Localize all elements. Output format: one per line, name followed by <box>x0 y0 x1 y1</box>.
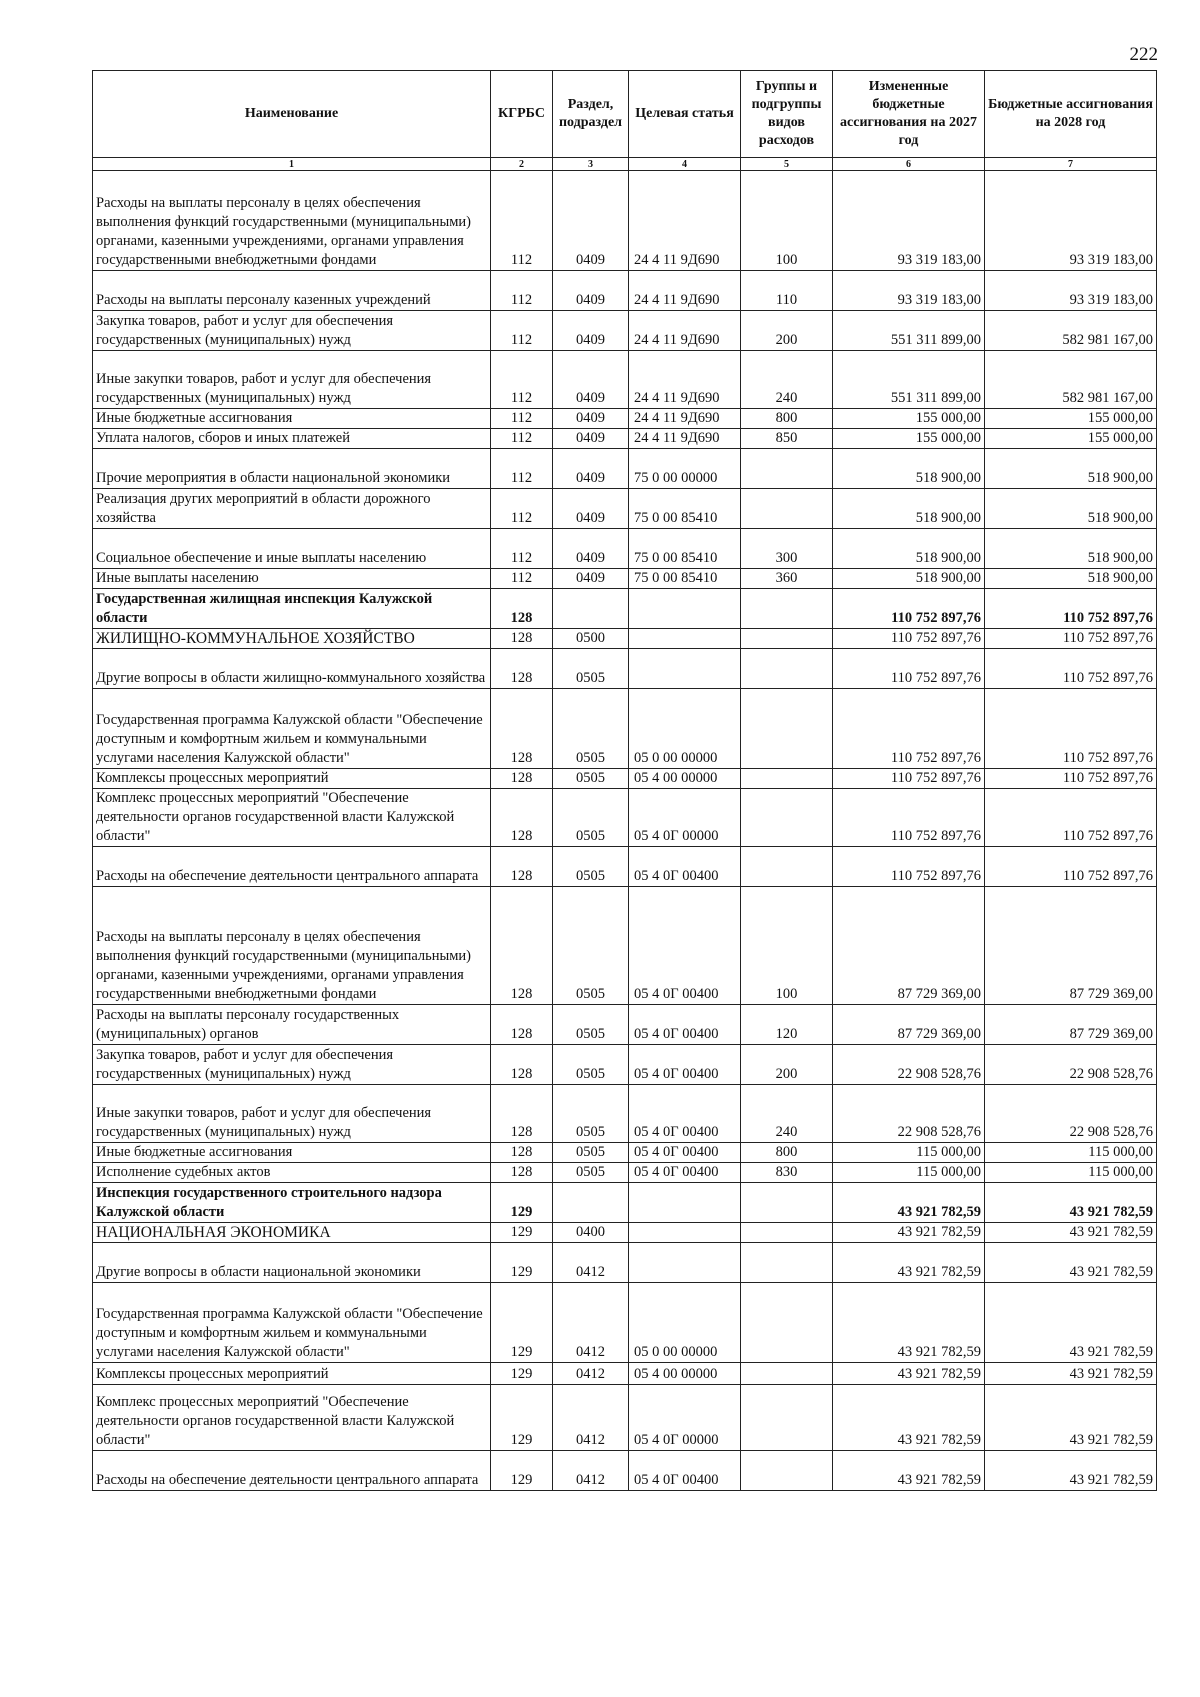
row-amount-2027: 551 311 899,00 <box>833 311 985 351</box>
budget-table <box>92 70 1157 1491</box>
table-row <box>93 429 1157 449</box>
row-type <box>741 489 833 529</box>
row-kgrbs: 128 <box>491 649 553 689</box>
row-kgrbs: 112 <box>491 271 553 311</box>
row-article: 24 4 11 9Д690 <box>629 409 741 429</box>
row-article: 05 4 0Г 00000 <box>629 789 741 847</box>
row-amount-2028: 87 729 369,00 <box>985 887 1157 1005</box>
row-article: 05 4 0Г 00400 <box>629 1163 741 1183</box>
row-article <box>629 649 741 689</box>
row-type: 800 <box>741 1143 833 1163</box>
row-amount-2028: 43 921 782,59 <box>985 1451 1157 1491</box>
row-section: 0505 <box>553 789 629 847</box>
row-section: 0412 <box>553 1363 629 1385</box>
row-type <box>741 1243 833 1283</box>
col-index-4: 4 <box>629 158 741 171</box>
row-section: 0500 <box>553 629 629 649</box>
row-amount-2027: 93 319 183,00 <box>833 271 985 311</box>
table-row <box>93 629 1157 649</box>
row-amount-2028: 582 981 167,00 <box>985 311 1157 351</box>
row-amount-2028: 582 981 167,00 <box>985 351 1157 409</box>
row-name: Иные закупки товаров, работ и услуг для обеспечения государственных (муниципальных) нужд <box>93 351 491 409</box>
row-article: 05 4 0Г 00000 <box>629 1385 741 1451</box>
row-type <box>741 789 833 847</box>
table-row <box>93 847 1157 887</box>
row-kgrbs: 128 <box>491 1163 553 1183</box>
row-article: 24 4 11 9Д690 <box>629 311 741 351</box>
row-section: 0505 <box>553 649 629 689</box>
row-article: 75 0 00 85410 <box>629 569 741 589</box>
row-kgrbs: 128 <box>491 1045 553 1085</box>
row-article <box>629 589 741 629</box>
row-name: Комплекс процессных мероприятий "Обеспечение деятельности органов государственной власти Калужской области" <box>93 789 491 847</box>
row-amount-2028: 43 921 782,59 <box>985 1385 1157 1451</box>
row-kgrbs: 112 <box>491 569 553 589</box>
table-row <box>93 1283 1157 1363</box>
table-row <box>93 1243 1157 1283</box>
row-amount-2028: 43 921 782,59 <box>985 1283 1157 1363</box>
row-section: 0412 <box>553 1283 629 1363</box>
row-name: Другие вопросы в области национальной экономики <box>93 1243 491 1283</box>
row-name: Иные выплаты населению <box>93 569 491 589</box>
header-2027: Измененные бюджетные ассигнования на 2027 год <box>833 71 985 158</box>
row-article: 75 0 00 85410 <box>629 489 741 529</box>
col-index-1: 1 <box>93 158 491 171</box>
row-section <box>553 589 629 629</box>
row-amount-2027: 22 908 528,76 <box>833 1045 985 1085</box>
row-section: 0412 <box>553 1243 629 1283</box>
row-type <box>741 449 833 489</box>
row-kgrbs: 128 <box>491 789 553 847</box>
row-article <box>629 1183 741 1223</box>
row-amount-2027: 110 752 897,76 <box>833 789 985 847</box>
row-amount-2028: 93 319 183,00 <box>985 271 1157 311</box>
row-section: 0409 <box>553 351 629 409</box>
row-type <box>741 847 833 887</box>
row-type: 100 <box>741 887 833 1005</box>
row-type: 110 <box>741 271 833 311</box>
row-article: 05 4 0Г 00400 <box>629 1085 741 1143</box>
row-type: 240 <box>741 1085 833 1143</box>
row-type: 830 <box>741 1163 833 1183</box>
row-amount-2027: 518 900,00 <box>833 489 985 529</box>
table-header <box>93 71 1157 171</box>
row-section: 0409 <box>553 489 629 529</box>
row-section: 0409 <box>553 569 629 589</box>
row-type <box>741 769 833 789</box>
row-name: Социальное обеспечение и иные выплаты населению <box>93 529 491 569</box>
row-section: 0505 <box>553 769 629 789</box>
row-article: 05 4 0Г 00400 <box>629 1451 741 1491</box>
row-name: Расходы на выплаты персоналу государственных (муниципальных) органов <box>93 1005 491 1045</box>
header-kgrbs: КГРБС <box>491 71 553 158</box>
row-type <box>741 689 833 769</box>
row-type <box>741 1451 833 1491</box>
row-name: Уплата налогов, сборов и иных платежей <box>93 429 491 449</box>
row-amount-2027: 551 311 899,00 <box>833 351 985 409</box>
row-kgrbs: 128 <box>491 887 553 1005</box>
row-name: Расходы на обеспечение деятельности центрального аппарата <box>93 1451 491 1491</box>
row-amount-2027: 155 000,00 <box>833 429 985 449</box>
row-kgrbs: 112 <box>491 171 553 271</box>
row-amount-2027: 43 921 782,59 <box>833 1385 985 1451</box>
row-amount-2027: 43 921 782,59 <box>833 1243 985 1283</box>
row-amount-2028: 518 900,00 <box>985 449 1157 489</box>
row-amount-2027: 518 900,00 <box>833 449 985 489</box>
row-amount-2028: 43 921 782,59 <box>985 1243 1157 1283</box>
row-article: 24 4 11 9Д690 <box>629 429 741 449</box>
row-type: 300 <box>741 529 833 569</box>
table-row <box>93 529 1157 569</box>
row-article: 05 4 00 00000 <box>629 1363 741 1385</box>
col-index-3: 3 <box>553 158 629 171</box>
row-kgrbs: 128 <box>491 689 553 769</box>
row-name: Реализация других мероприятий в области дорожного хозяйства <box>93 489 491 529</box>
row-name: Государственная программа Калужской области "Обеспечение доступным и комфортным жильем и коммунальными услугами населения Калужской области" <box>93 1283 491 1363</box>
row-name: Комплексы процессных мероприятий <box>93 1363 491 1385</box>
row-name: Расходы на выплаты персоналу казенных учреждений <box>93 271 491 311</box>
row-name: Иные бюджетные ассигнования <box>93 1143 491 1163</box>
row-amount-2028: 110 752 897,76 <box>985 769 1157 789</box>
row-type: 800 <box>741 409 833 429</box>
row-kgrbs: 128 <box>491 1085 553 1143</box>
row-article <box>629 1243 741 1283</box>
row-amount-2028: 518 900,00 <box>985 569 1157 589</box>
table-row <box>93 1451 1157 1491</box>
table-row <box>93 1385 1157 1451</box>
row-amount-2028: 155 000,00 <box>985 409 1157 429</box>
row-section: 0505 <box>553 1045 629 1085</box>
table-row <box>93 1163 1157 1183</box>
table-row <box>93 351 1157 409</box>
row-amount-2027: 155 000,00 <box>833 409 985 429</box>
row-article: 05 4 0Г 00400 <box>629 1143 741 1163</box>
table-row <box>93 489 1157 529</box>
table-row <box>93 1045 1157 1085</box>
row-amount-2028: 93 319 183,00 <box>985 171 1157 271</box>
row-section: 0505 <box>553 1143 629 1163</box>
row-type: 200 <box>741 311 833 351</box>
row-name: Государственная программа Калужской области "Обеспечение доступным и комфортным жильем и коммунальными услугами населения Калужской области" <box>93 689 491 769</box>
row-name: ЖИЛИЩНО-КОММУНАЛЬНОЕ ХОЗЯЙСТВО <box>93 629 491 649</box>
row-amount-2027: 43 921 782,59 <box>833 1363 985 1385</box>
row-article <box>629 1223 741 1243</box>
row-section: 0412 <box>553 1451 629 1491</box>
row-kgrbs: 112 <box>491 311 553 351</box>
row-amount-2027: 87 729 369,00 <box>833 1005 985 1045</box>
row-kgrbs: 129 <box>491 1243 553 1283</box>
row-type <box>741 1223 833 1243</box>
table-row <box>93 171 1157 271</box>
table-row <box>93 1005 1157 1045</box>
row-kgrbs: 129 <box>491 1283 553 1363</box>
table-row <box>93 649 1157 689</box>
row-article: 05 4 0Г 00400 <box>629 887 741 1005</box>
row-name: Исполнение судебных актов <box>93 1163 491 1183</box>
row-amount-2027: 110 752 897,76 <box>833 589 985 629</box>
table-row <box>93 789 1157 847</box>
row-section: 0409 <box>553 449 629 489</box>
row-amount-2028: 110 752 897,76 <box>985 589 1157 629</box>
row-article: 05 4 0Г 00400 <box>629 847 741 887</box>
col-index-5: 5 <box>741 158 833 171</box>
row-amount-2028: 115 000,00 <box>985 1143 1157 1163</box>
row-amount-2028: 518 900,00 <box>985 489 1157 529</box>
row-name: Другие вопросы в области жилищно-коммунального хозяйства <box>93 649 491 689</box>
row-section: 0412 <box>553 1385 629 1451</box>
row-amount-2028: 43 921 782,59 <box>985 1223 1157 1243</box>
table-row <box>93 271 1157 311</box>
row-article: 05 4 00 00000 <box>629 769 741 789</box>
col-index-6: 6 <box>833 158 985 171</box>
row-kgrbs: 112 <box>491 449 553 489</box>
row-kgrbs: 128 <box>491 589 553 629</box>
row-article <box>629 629 741 649</box>
row-section: 0409 <box>553 171 629 271</box>
row-article: 05 0 00 00000 <box>629 689 741 769</box>
table-row <box>93 1363 1157 1385</box>
row-type: 120 <box>741 1005 833 1045</box>
row-type: 850 <box>741 429 833 449</box>
row-amount-2028: 115 000,00 <box>985 1163 1157 1183</box>
table-body <box>93 171 1157 1491</box>
row-amount-2028: 110 752 897,76 <box>985 649 1157 689</box>
row-amount-2027: 87 729 369,00 <box>833 887 985 1005</box>
header-groups: Группы и подгруппы видов расходов <box>741 71 833 158</box>
row-article: 24 4 11 9Д690 <box>629 351 741 409</box>
row-section: 0409 <box>553 409 629 429</box>
row-amount-2027: 110 752 897,76 <box>833 769 985 789</box>
row-type: 100 <box>741 171 833 271</box>
row-section: 0409 <box>553 311 629 351</box>
row-kgrbs: 129 <box>491 1223 553 1243</box>
row-section: 0409 <box>553 429 629 449</box>
row-kgrbs: 128 <box>491 1143 553 1163</box>
row-name: Расходы на выплаты персоналу в целях обеспечения выполнения функций государственными (муниципальными) органами, казенными учреждениями, органами управления государственными внебюджетными фондами <box>93 887 491 1005</box>
row-article: 75 0 00 00000 <box>629 449 741 489</box>
row-amount-2027: 22 908 528,76 <box>833 1085 985 1143</box>
table-row <box>93 887 1157 1005</box>
row-name: Закупка товаров, работ и услуг для обеспечения государственных (муниципальных) нужд <box>93 311 491 351</box>
row-kgrbs: 128 <box>491 847 553 887</box>
row-article: 24 4 11 9Д690 <box>629 271 741 311</box>
row-amount-2028: 110 752 897,76 <box>985 629 1157 649</box>
row-kgrbs: 129 <box>491 1183 553 1223</box>
row-amount-2027: 115 000,00 <box>833 1143 985 1163</box>
row-amount-2028: 22 908 528,76 <box>985 1045 1157 1085</box>
row-name: Расходы на обеспечение деятельности центрального аппарата <box>93 847 491 887</box>
row-section: 0505 <box>553 689 629 769</box>
row-section: 0409 <box>553 271 629 311</box>
row-type <box>741 1283 833 1363</box>
row-type: 360 <box>741 569 833 589</box>
header-article: Целевая статья <box>629 71 741 158</box>
page-number: 222 <box>1129 44 1158 65</box>
row-kgrbs: 129 <box>491 1385 553 1451</box>
table-row <box>93 1085 1157 1143</box>
row-section: 0409 <box>553 529 629 569</box>
row-name: НАЦИОНАЛЬНАЯ ЭКОНОМИКА <box>93 1223 491 1243</box>
row-type <box>741 649 833 689</box>
table-row <box>93 769 1157 789</box>
row-amount-2028: 43 921 782,59 <box>985 1183 1157 1223</box>
row-name: Закупка товаров, работ и услуг для обеспечения государственных (муниципальных) нужд <box>93 1045 491 1085</box>
row-amount-2027: 43 921 782,59 <box>833 1451 985 1491</box>
row-type <box>741 589 833 629</box>
row-amount-2028: 518 900,00 <box>985 529 1157 569</box>
row-type: 240 <box>741 351 833 409</box>
row-section: 0505 <box>553 847 629 887</box>
row-amount-2028: 43 921 782,59 <box>985 1363 1157 1385</box>
row-type: 200 <box>741 1045 833 1085</box>
header-section: Раздел, подраздел <box>553 71 629 158</box>
row-amount-2028: 110 752 897,76 <box>985 689 1157 769</box>
row-amount-2027: 110 752 897,76 <box>833 689 985 769</box>
row-article: 05 4 0Г 00400 <box>629 1005 741 1045</box>
row-name: Прочие мероприятия в области национальной экономики <box>93 449 491 489</box>
row-type <box>741 1385 833 1451</box>
col-index-7: 7 <box>985 158 1157 171</box>
row-amount-2028: 87 729 369,00 <box>985 1005 1157 1045</box>
row-type <box>741 1183 833 1223</box>
row-amount-2028: 155 000,00 <box>985 429 1157 449</box>
row-name: Расходы на выплаты персоналу в целях обеспечения выполнения функций государственными (муниципальными) органами, казенными учреждениями, органами управления государственными внебюджетными фондами <box>93 171 491 271</box>
table-row <box>93 589 1157 629</box>
table-row <box>93 689 1157 769</box>
row-kgrbs: 128 <box>491 629 553 649</box>
row-article: 05 4 0Г 00400 <box>629 1045 741 1085</box>
table-row <box>93 1183 1157 1223</box>
row-kgrbs: 112 <box>491 489 553 529</box>
row-kgrbs: 128 <box>491 769 553 789</box>
row-section: 0400 <box>553 1223 629 1243</box>
row-amount-2028: 110 752 897,76 <box>985 847 1157 887</box>
row-name: Государственная жилищная инспекция Калужской области <box>93 589 491 629</box>
row-kgrbs: 129 <box>491 1363 553 1385</box>
row-section: 0505 <box>553 887 629 1005</box>
row-name: Комплексы процессных мероприятий <box>93 769 491 789</box>
row-section <box>553 1183 629 1223</box>
row-kgrbs: 112 <box>491 529 553 569</box>
table-row <box>93 409 1157 429</box>
row-name: Инспекция государственного строительного надзора Калужской области <box>93 1183 491 1223</box>
row-amount-2027: 93 319 183,00 <box>833 171 985 271</box>
row-article: 75 0 00 85410 <box>629 529 741 569</box>
row-amount-2027: 110 752 897,76 <box>833 649 985 689</box>
row-type <box>741 1363 833 1385</box>
row-section: 0505 <box>553 1005 629 1045</box>
row-amount-2028: 110 752 897,76 <box>985 789 1157 847</box>
row-section: 0505 <box>553 1163 629 1183</box>
col-index-2: 2 <box>491 158 553 171</box>
row-kgrbs: 112 <box>491 351 553 409</box>
row-amount-2027: 43 921 782,59 <box>833 1283 985 1363</box>
row-name: Иные бюджетные ассигнования <box>93 409 491 429</box>
row-amount-2027: 110 752 897,76 <box>833 629 985 649</box>
row-section: 0505 <box>553 1085 629 1143</box>
row-amount-2027: 115 000,00 <box>833 1163 985 1183</box>
row-name: Иные закупки товаров, работ и услуг для обеспечения государственных (муниципальных) нужд <box>93 1085 491 1143</box>
row-name: Комплекс процессных мероприятий "Обеспечение деятельности органов государственной власти Калужской области" <box>93 1385 491 1451</box>
table-row <box>93 569 1157 589</box>
row-amount-2027: 518 900,00 <box>833 529 985 569</box>
row-article: 24 4 11 9Д690 <box>629 171 741 271</box>
header-name: Наименование <box>93 71 491 158</box>
table-row <box>93 1223 1157 1243</box>
row-amount-2027: 43 921 782,59 <box>833 1223 985 1243</box>
row-amount-2028: 22 908 528,76 <box>985 1085 1157 1143</box>
table-row <box>93 449 1157 489</box>
table-row <box>93 311 1157 351</box>
row-type <box>741 629 833 649</box>
row-amount-2027: 43 921 782,59 <box>833 1183 985 1223</box>
row-kgrbs: 128 <box>491 1005 553 1045</box>
header-2028: Бюджетные ассигнования на 2028 год <box>985 71 1157 158</box>
row-kgrbs: 129 <box>491 1451 553 1491</box>
row-amount-2027: 110 752 897,76 <box>833 847 985 887</box>
row-amount-2027: 518 900,00 <box>833 569 985 589</box>
row-kgrbs: 112 <box>491 409 553 429</box>
table-row <box>93 1143 1157 1163</box>
row-kgrbs: 112 <box>491 429 553 449</box>
row-article: 05 0 00 00000 <box>629 1283 741 1363</box>
